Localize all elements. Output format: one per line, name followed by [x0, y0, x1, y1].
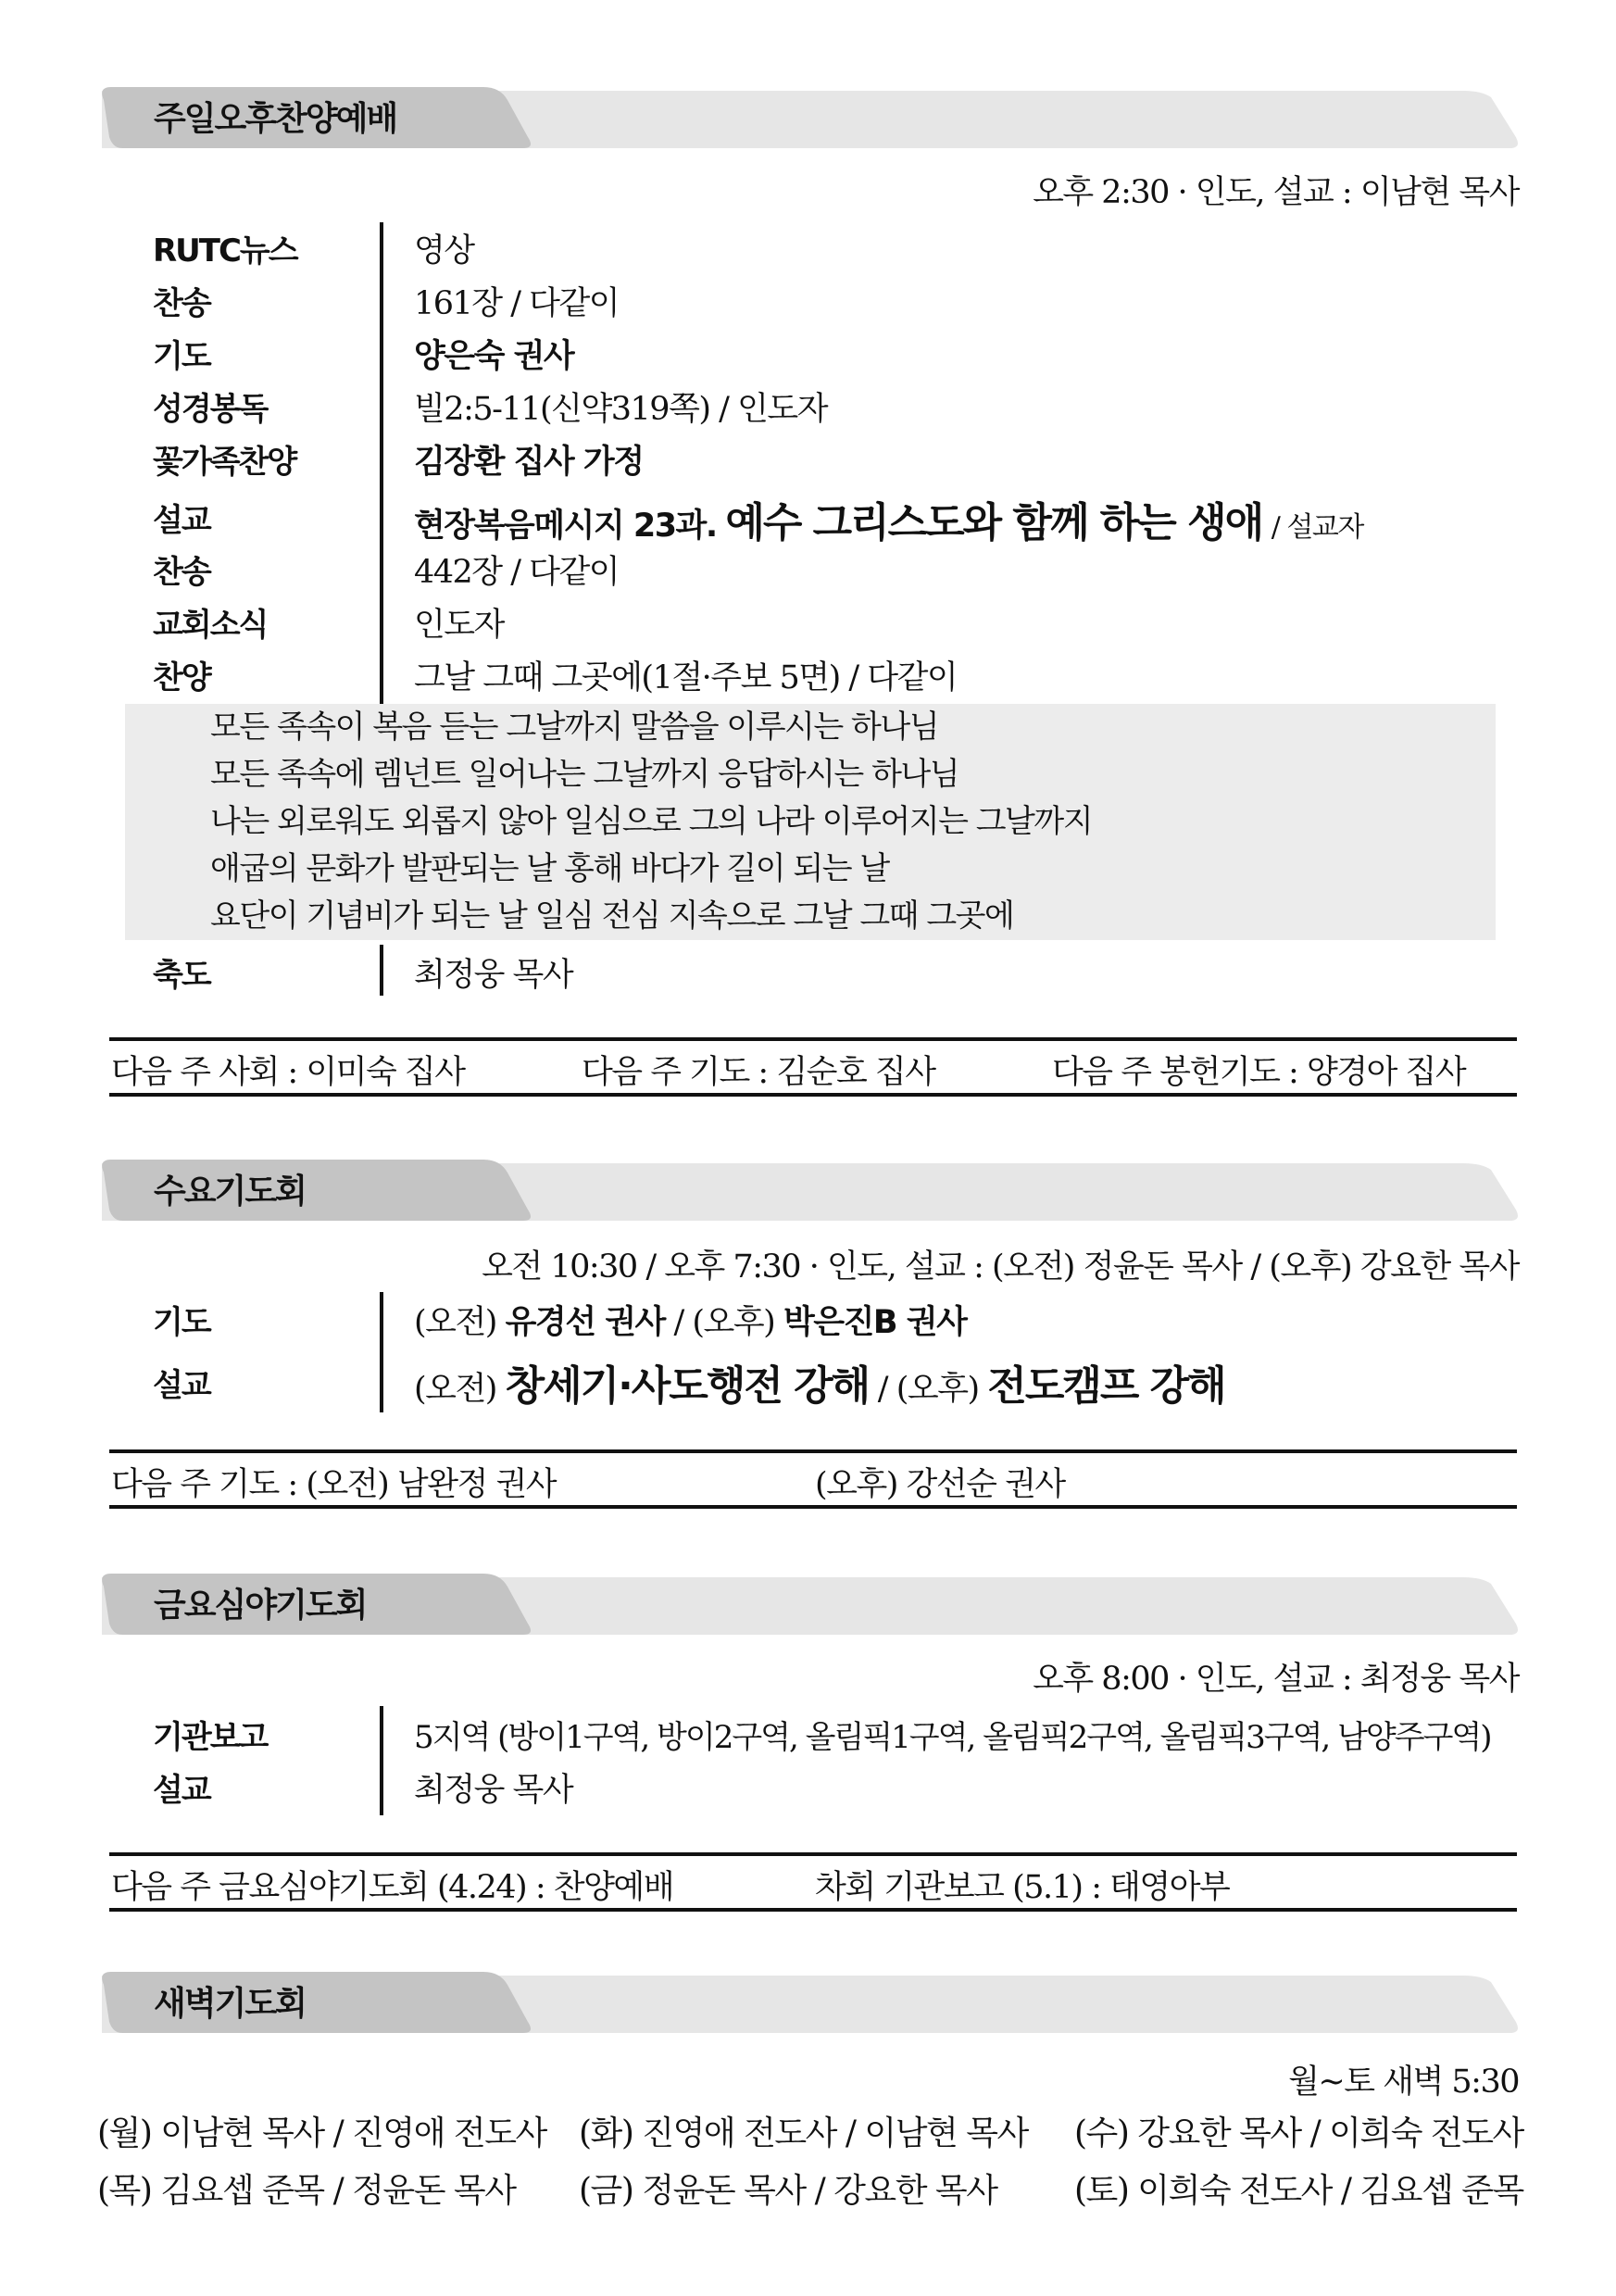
- next-week-box: [109, 1852, 1517, 1912]
- lyric-line: 모든 족속에 렘넌트 일어나는 그날까지 응답하시는 하나님: [210, 756, 959, 793]
- pm-sermon: 전도캠프 강해: [987, 1362, 1225, 1410]
- divider: [380, 1292, 383, 1412]
- next-host: 다음 주 사회 : 이미숙 집사: [111, 1054, 465, 1091]
- am-prayer: 유경선 권사: [505, 1304, 665, 1341]
- row-label: 설교: [153, 502, 210, 539]
- section-header-friday: [102, 1570, 1523, 1637]
- am-tag: (오전): [414, 1304, 496, 1341]
- section-title: 주일오후찬양예배: [154, 100, 397, 138]
- dawn-entry: (수) 강요한 목사 / 이희숙 전도사: [1074, 2114, 1523, 2152]
- dawn-entry: (목) 김요셉 준목 / 정윤돈 목사: [97, 2172, 516, 2210]
- row-label: 찬양: [153, 659, 210, 696]
- row-value: 그날 그때 그곳에(1절·주보 5면) / 다같이: [414, 659, 958, 696]
- section-header-bar-icon: [102, 1156, 1523, 1223]
- separator: /: [877, 1371, 888, 1408]
- next-report: 차회 기관보고 (5.1) : 태영아부: [815, 1869, 1230, 1906]
- row-value: [414, 1297, 966, 1343]
- service-time: 오전 10:30 / 오후 7:30 · 인도, 설교 : (오전) 정윤돈 목사 / (오후) 강요한 목사: [482, 1248, 1519, 1286]
- row-value: 442장 / 다같이: [414, 554, 620, 591]
- next-prayer: 다음 주 기도 : 김순호 집사: [582, 1054, 935, 1091]
- row-value: 김장환 집사 가정: [414, 444, 644, 481]
- divider: [380, 1706, 383, 1815]
- lyric-line: 요단이 기념비가 되는 날 일심 전심 지속으로 그날 그때 그곳에: [210, 897, 1014, 935]
- row-label: 기도: [153, 1304, 210, 1341]
- dawn-entry: (토) 이희숙 전도사 / 김요셉 준목: [1074, 2172, 1523, 2210]
- row-label: 기도: [153, 338, 210, 375]
- next-am-prayer: 다음 주 기도 : (오전) 남완정 권사: [111, 1466, 557, 1503]
- dawn-entry: (월) 이남현 목사 / 진영애 전도사: [97, 2114, 546, 2152]
- next-offering: 다음 주 봉헌기도 : 양경아 집사: [1052, 1054, 1466, 1091]
- section-header-sunday: [102, 83, 1523, 150]
- section-title: 수요기도회: [154, 1173, 306, 1211]
- divider: [380, 222, 383, 704]
- section-header-dawn: [102, 1968, 1523, 2035]
- row-value: 빌2:5-11(신약319쪽) / 인도자: [414, 391, 828, 428]
- am-sermon: 창세기·사도행전 강해: [505, 1362, 870, 1410]
- service-time: 오후 2:30 · 인도, 설교 : 이남현 목사: [1033, 174, 1519, 211]
- row-label: 기관보고: [153, 1719, 268, 1756]
- dawn-schedule-row: [97, 2164, 1523, 2220]
- row-label: 축도: [153, 957, 210, 994]
- row-label: RUTC뉴스: [153, 232, 297, 270]
- row-label: 찬송: [153, 285, 210, 322]
- row-label: 찬송: [153, 554, 210, 591]
- lyric-line: 애굽의 문화가 발판되는 날 홍해 바다가 길이 되는 날: [210, 850, 889, 887]
- dawn-entry: (금) 정윤돈 목사 / 강요한 목사: [579, 2172, 997, 2210]
- row-label: 꽃가족찬양: [153, 444, 296, 481]
- divider: [380, 945, 383, 996]
- pm-prayer: 박은진B 권사: [783, 1304, 967, 1341]
- pm-tag: (오후): [692, 1304, 775, 1341]
- sermon-value: [414, 489, 1363, 548]
- row-label: 교회소식: [153, 607, 268, 644]
- row-value: 양은숙 권사: [414, 338, 574, 375]
- next-week-box: [109, 1449, 1517, 1509]
- lyric-line: 나는 외로워도 외롭지 않아 일심으로 그의 나라 이루어지는 그날까지: [210, 803, 1093, 840]
- row-value: 최정웅 목사: [414, 957, 573, 994]
- row-value: [414, 1352, 1225, 1411]
- next-friday: 다음 주 금요심야기도회 (4.24) : 찬양예배: [111, 1869, 673, 1906]
- row-label: 설교: [153, 1367, 210, 1404]
- next-pm-prayer: (오후) 강선순 권사: [815, 1466, 1065, 1503]
- row-value: 5지역 (방이1구역, 방이2구역, 올림픽1구역, 올림픽2구역, 올림픽3구역, 남양주구역): [414, 1719, 1491, 1756]
- separator: /: [673, 1304, 683, 1341]
- row-value: 영상: [414, 232, 474, 270]
- next-week-box: [109, 1037, 1517, 1097]
- am-tag: (오전): [414, 1371, 496, 1408]
- section-title: 새벽기도회: [154, 1985, 306, 2023]
- lyric-line: 모든 족속이 복음 듣는 그날까지 말씀을 이루시는 하나님: [210, 709, 939, 746]
- row-value: 최정웅 목사: [414, 1772, 573, 1809]
- sermon-suffix: / 설교자: [1271, 511, 1363, 544]
- service-time: 월~토 새벽 5:30: [1288, 2064, 1519, 2101]
- hymn-lyrics: [125, 704, 1496, 940]
- section-header-wednesday: [102, 1156, 1523, 1223]
- row-value: 인도자: [414, 607, 504, 644]
- pm-tag: (오후): [896, 1371, 979, 1408]
- section-header-bar-icon: [102, 1968, 1523, 2035]
- row-label: 성경봉독: [153, 391, 268, 428]
- dawn-entry: (화) 진영애 전도사 / 이남현 목사: [579, 2114, 1028, 2152]
- sermon-title: 예수 그리스도와 함께 하는 생애: [725, 499, 1263, 546]
- sermon-prefix: 현장복음메시지 23과.: [414, 508, 717, 545]
- service-time: 오후 8:00 · 인도, 설교 : 최정웅 목사: [1033, 1661, 1519, 1698]
- section-title: 금요심야기도회: [154, 1587, 367, 1625]
- dawn-schedule-row: [97, 2107, 1523, 2163]
- row-value: 161장 / 다같이: [414, 285, 620, 322]
- row-label: 설교: [153, 1772, 210, 1809]
